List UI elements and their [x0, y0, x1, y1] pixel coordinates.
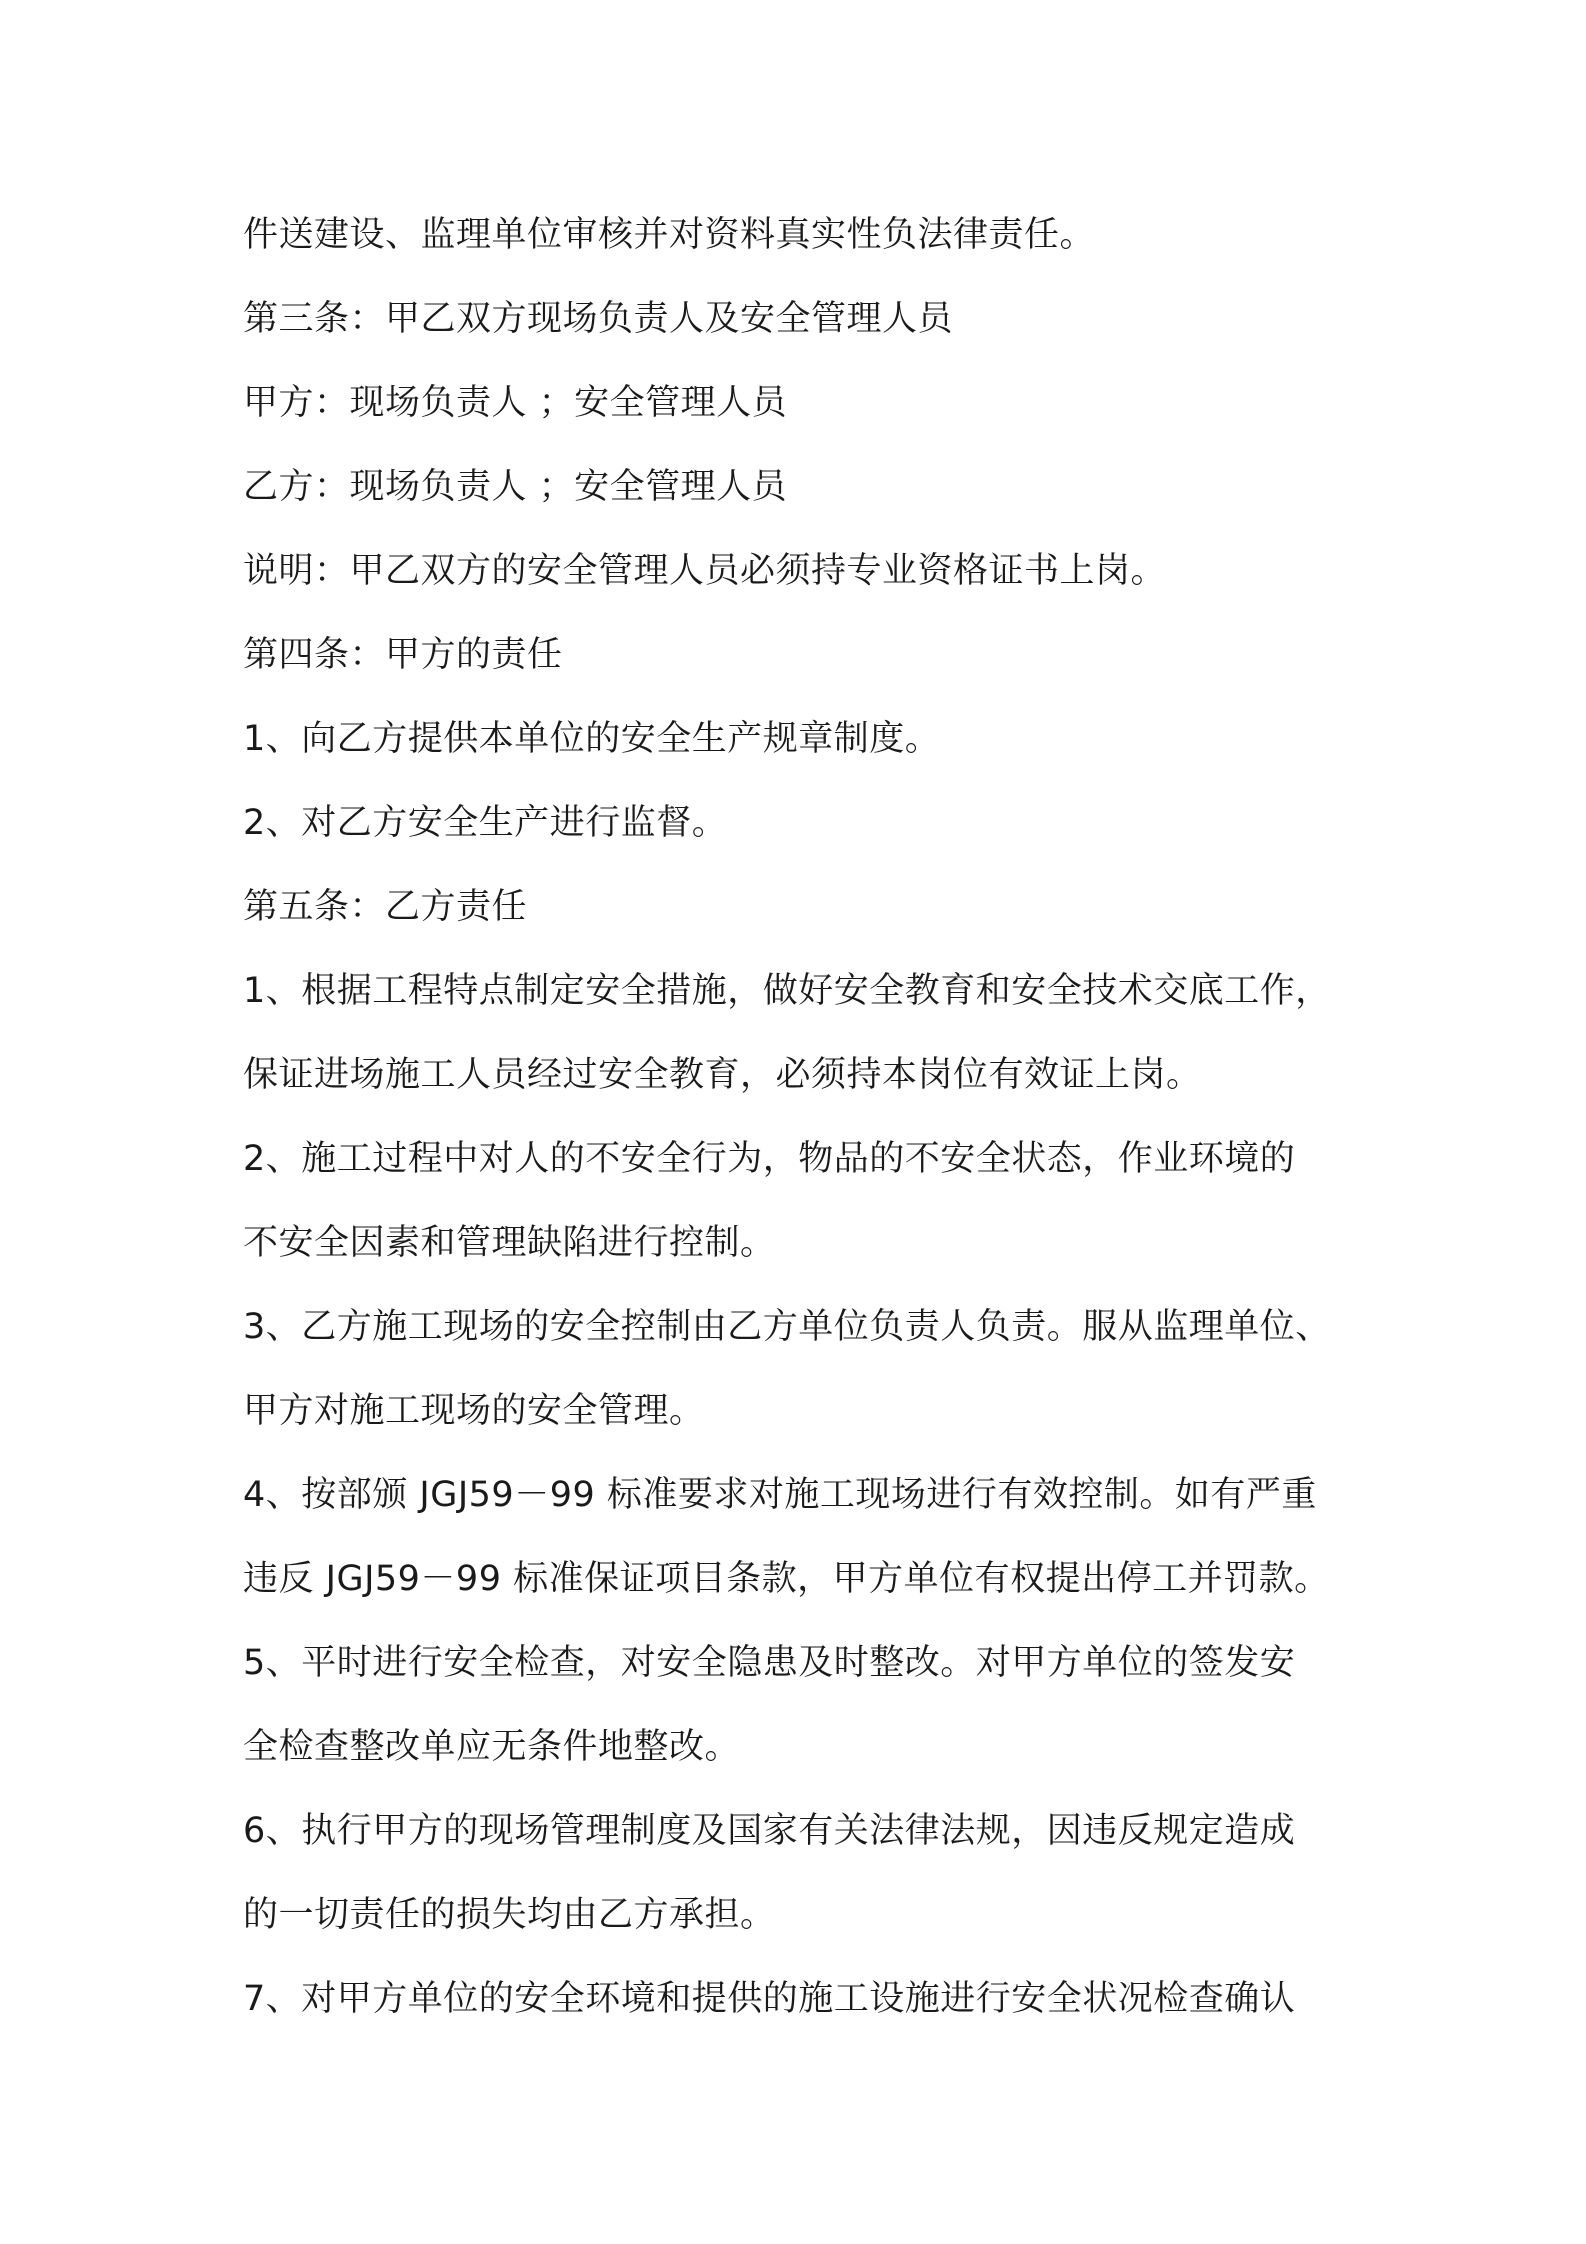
- text-line: 甲方：现场负责人 ；安全管理人员: [243, 383, 788, 423]
- list-item: 1、向乙方提供本单位的安全生产规章制度。: [243, 719, 941, 759]
- text-line: 甲方对施工现场的安全管理。: [243, 1391, 705, 1431]
- list-item: 1、根据工程特点制定安全措施，做好安全教育和安全技术交底工作，: [243, 971, 1331, 1011]
- text-line: 保证进场施工人员经过安全教育，必须持本岗位有效证上岗。: [243, 1055, 1202, 1095]
- list-item: 5、平时进行安全检查，对安全隐患及时整改。对甲方单位的签发安: [243, 1643, 1296, 1683]
- text-line: 乙方：现场负责人 ；安全管理人员: [243, 467, 788, 507]
- text-line: 件送建设、监理单位审核并对资料真实性负法律责任。: [243, 215, 1096, 255]
- list-item: 2、施工过程中对人的不安全行为，物品的不安全状态，作业环境的: [243, 1139, 1296, 1179]
- article-heading: 第五条：乙方责任: [243, 887, 528, 927]
- text-line: 说明：甲乙双方的安全管理人员必须持专业资格证书上岗。: [243, 551, 1167, 591]
- list-item: 2、对乙方安全生产进行监督。: [243, 803, 728, 843]
- text-line: 全检查整改单应无条件地整改。: [243, 1727, 741, 1767]
- text-line: 的一切责任的损失均由乙方承担。: [243, 1895, 776, 1935]
- text-line: 违反 JGJ59－99 标准保证项目条款，甲方单位有权提出停工并罚款。: [243, 1559, 1330, 1599]
- list-item: 3、乙方施工现场的安全控制由乙方单位负责人负责。服从监理单位、: [243, 1307, 1331, 1347]
- list-item: 7、对甲方单位的安全环境和提供的施工设施进行安全状况检查确认: [243, 1979, 1296, 2019]
- article-heading: 第三条：甲乙双方现场负责人及安全管理人员: [243, 299, 954, 339]
- article-heading: 第四条：甲方的责任: [243, 635, 563, 675]
- text-line: 不安全因素和管理缺陷进行控制。: [243, 1223, 776, 1263]
- list-item: 6、执行甲方的现场管理制度及国家有关法律法规，因违反规定造成: [243, 1811, 1296, 1851]
- document-body: [243, 193, 1393, 2041]
- list-item: 4、按部颁 JGJ59－99 标准要求对施工现场进行有效控制。如有严重: [243, 1475, 1317, 1515]
